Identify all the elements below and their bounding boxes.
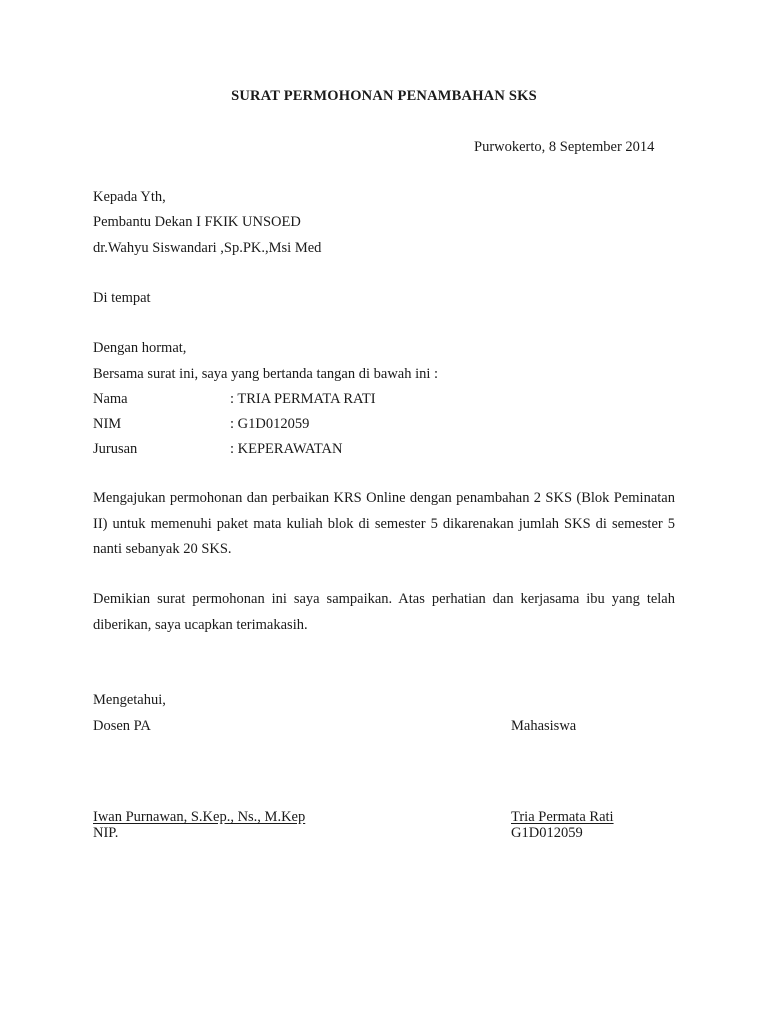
letter-title: SURAT PERMOHONAN PENAMBAHAN SKS [231, 88, 537, 104]
field-value: : TRIA PERMATA RATI [230, 391, 376, 407]
intro-text: Bersama surat ini, saya yang bertanda tangan di bawah ini : [93, 366, 439, 382]
recipient-position: Pembantu Dekan I FKIK UNSOED [93, 214, 301, 230]
right-signer-role: Mahasiswa [511, 718, 577, 734]
field-label: Jurusan [93, 441, 138, 457]
letter-date: Purwokerto, 8 September 2014 [474, 139, 655, 155]
left-signer-role: Dosen PA [93, 718, 151, 734]
left-signer-id: NIP. [93, 825, 119, 841]
body-paragraph: Mengajukan permohonan dan perbaikan KRS Online dengan penambahan 2 SKS (Blok Peminatan II) untuk memenuhi paket mata kuliah blok di semester 5 dikarenakan jumlah SKS di semester 5 nanti sebanyak 20 SKS. [93, 490, 675, 557]
recipient-name: dr.Wahyu Siswandari ,Sp.PK.,Msi Med [93, 240, 322, 256]
field-value: : G1D012059 [230, 416, 310, 432]
right-signer-name: Tria Permata Rati [511, 809, 614, 825]
right-signer-id: G1D012059 [511, 825, 583, 841]
field-row-nama [93, 390, 376, 408]
left-signer-name: Iwan Purnawan, S.Kep., Ns., M.Kep [93, 809, 306, 825]
field-value: : KEPERAWATAN [230, 441, 343, 457]
field-row-nim [93, 415, 310, 433]
opening-salutation: Dengan hormat, [93, 340, 187, 356]
field-row-jurusan [93, 440, 343, 458]
recipient-place: Di tempat [93, 290, 151, 306]
closing-paragraph: Demikian surat permohonan ini saya sampaikan. Atas perhatian dan kerjasama ibu yang telah diberikan, saya ucapkan terimakasih. [93, 591, 675, 633]
field-label: Nama [93, 391, 128, 407]
acknowledged-label: Mengetahui, [93, 692, 166, 708]
field-label: NIM [93, 416, 122, 432]
recipient-greeting: Kepada Yth, [93, 189, 166, 205]
